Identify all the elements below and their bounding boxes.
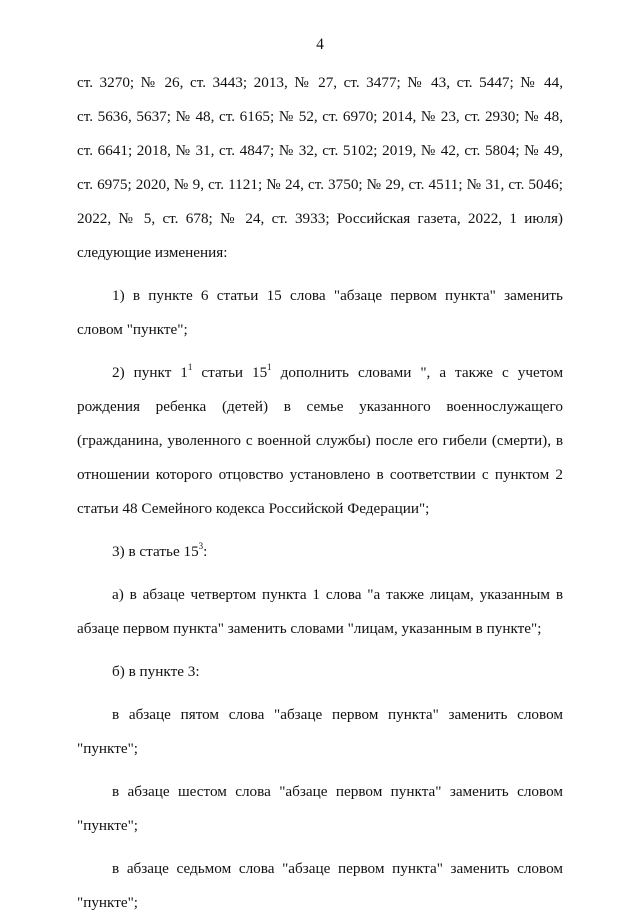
text-line: ст. 5636, 5637; № 48, ст. 6165; № 52, ст. 6970; 2014, № 23, ст. 2930; № 48, [77,108,563,125]
text-line: 3) в статье $15^3$: [112,540,208,560]
text-line: "пункте"; [77,817,139,834]
paragraph-gap [77,689,563,698]
paragraph-gap [77,569,563,578]
text-line: рождения ребенка (детей) в семье указанного военнослужащего [77,398,563,415]
text-line: следующие изменения: [77,244,228,261]
text-line: 2) пункт $1^1$ статьи $15^1$ дополнить словами ", а также с учетом [112,361,564,381]
text-line: ст. 6641; 2018, № 31, ст. 4847; № 32, ст. 5102; 2019, № 42, ст. 5804; № 49, [77,142,563,159]
paragraph-gap [77,347,563,356]
text-line: 1) в пункте 6 статьи 15 слова "абзаце первом пункта" заменить [112,287,563,304]
text-line: в абзаце пятом слова "абзаце первом пункта" заменить словом [112,706,563,723]
text-line: "пункте"; [77,740,139,757]
text-line: ст. 6975; 2020, № 9, ст. 1121; № 24, ст. 3750; № 29, ст. 4511; № 31, ст. 5046; [77,176,563,193]
text-line: в абзаце седьмом слова "абзаце первом пункта" заменить словом [112,860,563,877]
paragraph-gap [77,646,563,655]
paragraph-gap [77,270,563,279]
page-number: 4 [316,36,324,53]
text-line: абзаце первом пункта" заменить словами "лицам, указанным в пункте"; [77,620,542,637]
paragraph-gap [77,843,563,852]
text-line: статьи 48 Семейного кодекса Российской Федерации"; [77,500,430,517]
text-line: словом "пункте"; [77,321,188,338]
document-body [77,66,563,920]
text-line: а) в абзаце четвертом пункта 1 слова "а также лицам, указанным в [112,586,563,603]
text-line: отношении которого отцовство установлено в соответствии с пунктом 2 [77,466,563,483]
text-line: "пункте"; [77,894,139,911]
text-line: в абзаце шестом слова "абзаце первом пункта" заменить словом [112,783,563,800]
text-line: 2022, № 5, ст. 678; № 24, ст. 3933; Российская газета, 2022, 1 июля) [77,210,563,227]
paragraph-gap [77,766,563,775]
text-line: (гражданина, уволенного с военной службы) после его гибели (смерти), в [77,432,563,449]
text-line: ст. 3270; № 26, ст. 3443; 2013, № 27, ст. 3477; № 43, ст. 5447; № 44, [77,74,563,91]
text-line: б) в пункте 3: [112,663,200,680]
paragraph-gap [77,526,563,535]
